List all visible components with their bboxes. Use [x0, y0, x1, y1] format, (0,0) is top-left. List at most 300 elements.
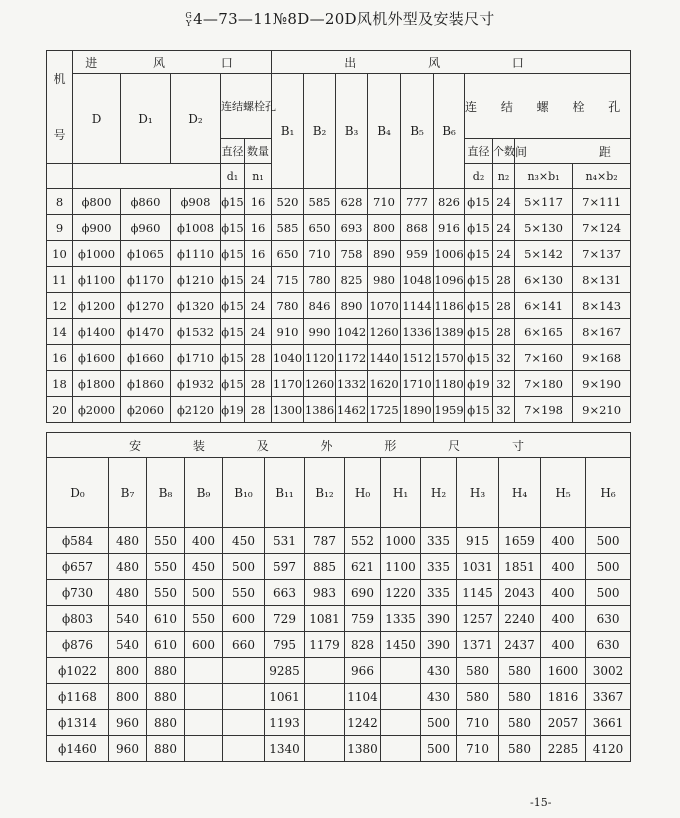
table-cell: 335 [421, 580, 457, 606]
table-cell: 990 [304, 319, 336, 345]
table-cell: 28 [493, 267, 515, 293]
table-cell: 11 [47, 267, 73, 293]
table-cell: 430 [421, 658, 457, 684]
table-cell: 450 [223, 528, 265, 554]
table-cell [223, 736, 265, 762]
table-cell: 1100 [381, 554, 421, 580]
table-cell: ϕ15 [465, 267, 493, 293]
column-header: H₁ [381, 458, 421, 528]
table-cell: 1710 [401, 371, 434, 397]
table-cell: 650 [304, 215, 336, 241]
table-cell: 16 [245, 241, 272, 267]
table-cell: 580 [499, 736, 541, 762]
table-cell: 390 [421, 606, 457, 632]
table-cell: 758 [336, 241, 368, 267]
table-row [47, 397, 631, 423]
table-row [47, 710, 631, 736]
table-cell: 777 [401, 189, 434, 215]
column-header: B₉ [185, 458, 223, 528]
table-cell: ϕ15 [221, 319, 245, 345]
table-cell: 28 [493, 293, 515, 319]
table-cell: 663 [265, 580, 305, 606]
table-cell: 3661 [586, 710, 631, 736]
table-cell: 580 [499, 684, 541, 710]
table-cell: ϕ908 [171, 189, 221, 215]
table-cell: 540 [109, 632, 147, 658]
table-row [47, 606, 631, 632]
table-cell: 7×124 [573, 215, 631, 241]
page-title [0, 8, 680, 29]
table-cell: 795 [265, 632, 305, 658]
table-cell: ϕ15 [465, 189, 493, 215]
table-cell: 983 [305, 580, 345, 606]
machine-header: 机 号 [47, 51, 73, 164]
table-cell: 6×141 [515, 293, 573, 319]
table-cell: 550 [185, 606, 223, 632]
table-cell: 800 [368, 215, 401, 241]
col-B1: B₁ [272, 74, 304, 189]
table-cell: 7×180 [515, 371, 573, 397]
table-cell: 910 [272, 319, 304, 345]
column-header: B₁₁ [265, 458, 305, 528]
table-cell: 1620 [368, 371, 401, 397]
table-cell: 1462 [336, 397, 368, 423]
col-B4: B₄ [368, 74, 401, 189]
table-cell: 690 [345, 580, 381, 606]
table-cell: 1040 [272, 345, 304, 371]
table-cell: ϕ1800 [73, 371, 121, 397]
table-cell: ϕ15 [465, 241, 493, 267]
table-cell: ϕ1022 [47, 658, 109, 684]
column-header: D₀ [47, 458, 109, 528]
table-cell: ϕ1270 [121, 293, 171, 319]
table-cell [305, 710, 345, 736]
table-cell: 24 [493, 189, 515, 215]
table-cell: 916 [434, 215, 465, 241]
table-cell: 28 [245, 397, 272, 423]
table-cell: 6×165 [515, 319, 573, 345]
column-header: H₂ [421, 458, 457, 528]
table-cell: 8×143 [573, 293, 631, 319]
table-cell: 880 [147, 736, 185, 762]
table-cell: ϕ15 [221, 189, 245, 215]
table-cell: 580 [457, 684, 499, 710]
table-cell: 1048 [401, 267, 434, 293]
table-row [47, 658, 631, 684]
table-cell: 880 [147, 684, 185, 710]
col-B2: B₂ [304, 74, 336, 189]
table-cell [381, 710, 421, 736]
table-cell: ϕ860 [121, 189, 171, 215]
column-header: H₆ [586, 458, 631, 528]
table-cell: 915 [457, 528, 499, 554]
table-cell: 597 [265, 554, 305, 580]
table-cell: 9×210 [573, 397, 631, 423]
table-cell [185, 658, 223, 684]
table-cell: 28 [245, 371, 272, 397]
table-cell: ϕ1065 [121, 241, 171, 267]
outlet-count-label: 个数 [493, 139, 515, 164]
table-cell: 1144 [401, 293, 434, 319]
table-cell: 24 [493, 215, 515, 241]
col-n3b1: n₃×b₁ [515, 164, 573, 189]
table-cell: 710 [368, 189, 401, 215]
table-row [47, 528, 631, 554]
table-cell: 1260 [368, 319, 401, 345]
table-cell: 1179 [305, 632, 345, 658]
table-cell [185, 736, 223, 762]
table-cell: 2240 [499, 606, 541, 632]
table-cell: ϕ19 [221, 397, 245, 423]
table-cell: 400 [541, 606, 586, 632]
table-row [47, 554, 631, 580]
table-row [47, 345, 631, 371]
table-cell: 1120 [304, 345, 336, 371]
table-cell: 868 [401, 215, 434, 241]
table-cell: ϕ1210 [171, 267, 221, 293]
table-cell: 20 [47, 397, 73, 423]
table-cell: 825 [336, 267, 368, 293]
table-cell: 335 [421, 554, 457, 580]
table-cell: 24 [493, 241, 515, 267]
col-d2: d₂ [465, 164, 493, 189]
table-cell: 959 [401, 241, 434, 267]
table-cell: ϕ800 [73, 189, 121, 215]
table-cell: 1386 [304, 397, 336, 423]
table-cell [381, 684, 421, 710]
table-cell: 10 [47, 241, 73, 267]
table-cell [223, 684, 265, 710]
page-number: -15- [530, 796, 552, 809]
table-cell: ϕ730 [47, 580, 109, 606]
table-cell: 800 [109, 684, 147, 710]
table-cell: 1440 [368, 345, 401, 371]
table-cell [381, 736, 421, 762]
table-cell [381, 658, 421, 684]
table-cell: 1725 [368, 397, 401, 423]
table-cell: 1042 [336, 319, 368, 345]
table-cell: 1300 [272, 397, 304, 423]
table-cell: 400 [541, 528, 586, 554]
title-text: 4—73—11№8D—20D风机外型及安装尺寸 [193, 10, 495, 28]
table-cell: 828 [345, 632, 381, 658]
table-cell: 630 [586, 606, 631, 632]
table-cell: 628 [336, 189, 368, 215]
table-cell: 1145 [457, 580, 499, 606]
table-cell: 480 [109, 528, 147, 554]
table-cell: ϕ15 [465, 345, 493, 371]
installation-header: 安 装 及 外 形 尺 寸 [47, 433, 631, 458]
col-B5: B₅ [401, 74, 434, 189]
inlet-outlet-table [46, 50, 645, 423]
table-cell: 1070 [368, 293, 401, 319]
table-cell: 32 [493, 397, 515, 423]
table-cell: ϕ1100 [73, 267, 121, 293]
table-cell: 729 [265, 606, 305, 632]
table-cell: 7×198 [515, 397, 573, 423]
table-cell: ϕ2000 [73, 397, 121, 423]
table-row [47, 293, 631, 319]
outlet-bolt-header: 连 结 螺 栓 孔 [465, 74, 631, 139]
table-cell: 7×137 [573, 241, 631, 267]
table-cell: 531 [265, 528, 305, 554]
table-cell [305, 658, 345, 684]
table-cell: 1332 [336, 371, 368, 397]
table-cell: 480 [109, 554, 147, 580]
table-cell: 2043 [499, 580, 541, 606]
table-cell: 610 [147, 606, 185, 632]
table-cell: 1193 [265, 710, 305, 736]
table-cell: 1371 [457, 632, 499, 658]
table-cell: 580 [499, 710, 541, 736]
table-cell: 4120 [586, 736, 631, 762]
table-cell: 16 [245, 215, 272, 241]
table-cell: 9285 [265, 658, 305, 684]
table-cell: 960 [109, 736, 147, 762]
table-row [47, 319, 631, 345]
table-cell: 5×142 [515, 241, 573, 267]
table-cell: ϕ15 [465, 293, 493, 319]
table-cell: ϕ15 [221, 371, 245, 397]
table-cell: ϕ15 [465, 319, 493, 345]
table-cell: 880 [147, 710, 185, 736]
table-cell: ϕ1600 [73, 345, 121, 371]
table-cell: 1380 [345, 736, 381, 762]
table-cell: 1061 [265, 684, 305, 710]
table-cell: ϕ15 [221, 215, 245, 241]
table-cell: 550 [147, 580, 185, 606]
table-cell: 500 [586, 580, 631, 606]
table-cell: ϕ1168 [47, 684, 109, 710]
table-cell: 24 [245, 319, 272, 345]
table-row [47, 580, 631, 606]
table-cell: 400 [185, 528, 223, 554]
inlet-header: 进 风 口 [73, 51, 272, 74]
table-cell: 580 [457, 658, 499, 684]
table-cell: 1031 [457, 554, 499, 580]
table-cell: 1220 [381, 580, 421, 606]
table-cell: 400 [541, 554, 586, 580]
table-cell: 400 [541, 632, 586, 658]
outlet-diameter-label: 直径 [465, 139, 493, 164]
table-cell: 14 [47, 319, 73, 345]
col-D: D [73, 74, 121, 164]
table-cell: 1335 [381, 606, 421, 632]
table-cell: ϕ15 [221, 267, 245, 293]
table-cell: 621 [345, 554, 381, 580]
col-n4b2: n₄×b₂ [573, 164, 631, 189]
table-cell: 550 [147, 554, 185, 580]
table-cell: 550 [147, 528, 185, 554]
table-cell: 18 [47, 371, 73, 397]
table-cell: 780 [304, 267, 336, 293]
table-cell: 32 [493, 345, 515, 371]
machine-header-spacer [47, 164, 73, 189]
table-cell: 335 [421, 528, 457, 554]
table-cell: ϕ1320 [171, 293, 221, 319]
table-cell: ϕ1314 [47, 710, 109, 736]
table-cell: ϕ15 [221, 345, 245, 371]
table-row [47, 371, 631, 397]
column-header: B₁₀ [223, 458, 265, 528]
table-cell: 660 [223, 632, 265, 658]
table-cell: 980 [368, 267, 401, 293]
table-cell: ϕ960 [121, 215, 171, 241]
table-cell: 520 [272, 189, 304, 215]
table-cell: 885 [305, 554, 345, 580]
table-cell: 710 [457, 710, 499, 736]
table-cell: 9×190 [573, 371, 631, 397]
table-cell: 846 [304, 293, 336, 319]
table-cell: 1570 [434, 345, 465, 371]
table-cell: ϕ1200 [73, 293, 121, 319]
table-cell: ϕ1932 [171, 371, 221, 397]
table-cell: 600 [185, 632, 223, 658]
table-row [47, 684, 631, 710]
table-cell: 550 [223, 580, 265, 606]
table-row [47, 632, 631, 658]
table-cell: ϕ15 [465, 215, 493, 241]
table-cell: ϕ1170 [121, 267, 171, 293]
table-cell [185, 710, 223, 736]
table-cell: 600 [223, 606, 265, 632]
table-cell: 540 [109, 606, 147, 632]
column-header: B₈ [147, 458, 185, 528]
table-cell: 1104 [345, 684, 381, 710]
table-cell: 826 [434, 189, 465, 215]
table-cell [223, 710, 265, 736]
table-cell: 8×167 [573, 319, 631, 345]
table-cell: 450 [185, 554, 223, 580]
table-cell: 585 [304, 189, 336, 215]
table-cell: ϕ657 [47, 554, 109, 580]
table-cell: ϕ1710 [171, 345, 221, 371]
table-cell: ϕ584 [47, 528, 109, 554]
table-cell: 1336 [401, 319, 434, 345]
table-cell: 7×111 [573, 189, 631, 215]
table-cell: ϕ15 [221, 241, 245, 267]
table-row [47, 267, 631, 293]
column-header: H₄ [499, 458, 541, 528]
table-cell: 1260 [304, 371, 336, 397]
table-cell: 5×130 [515, 215, 573, 241]
table-cell: 8 [47, 189, 73, 215]
inlet-bolt-header: 连结螺栓孔 [221, 74, 272, 139]
table-cell: 28 [493, 319, 515, 345]
table-cell: 1081 [305, 606, 345, 632]
table-cell: 12 [47, 293, 73, 319]
table-cell: 430 [421, 684, 457, 710]
table-cell: 9 [47, 215, 73, 241]
inlet-diameter-label: 直径 [221, 139, 245, 164]
table-cell: 759 [345, 606, 381, 632]
table-cell: 28 [245, 345, 272, 371]
table-cell: 5×117 [515, 189, 573, 215]
table-cell: 390 [421, 632, 457, 658]
col-B3: B₃ [336, 74, 368, 189]
table-cell: 1186 [434, 293, 465, 319]
col-d1: d₁ [221, 164, 245, 189]
table-cell: 1170 [272, 371, 304, 397]
table-cell: 1096 [434, 267, 465, 293]
table-cell: 3367 [586, 684, 631, 710]
table-cell: 400 [541, 580, 586, 606]
col-n2: n₂ [493, 164, 515, 189]
table-cell: 1600 [541, 658, 586, 684]
table-cell: 966 [345, 658, 381, 684]
table-cell: 780 [272, 293, 304, 319]
table-cell: 500 [586, 528, 631, 554]
table-cell: 500 [223, 554, 265, 580]
table-cell: 610 [147, 632, 185, 658]
table-cell: ϕ1660 [121, 345, 171, 371]
table-cell: ϕ1460 [47, 736, 109, 762]
table-row [47, 189, 631, 215]
inlet-count-label: 数量 [245, 139, 272, 164]
table-cell: 24 [245, 293, 272, 319]
column-header: B₁₂ [305, 458, 345, 528]
installation-body [47, 528, 631, 762]
table-cell: ϕ803 [47, 606, 109, 632]
table-cell: 2285 [541, 736, 586, 762]
table-cell: 1242 [345, 710, 381, 736]
table-cell: 2057 [541, 710, 586, 736]
table-cell: 1257 [457, 606, 499, 632]
table-cell: 2437 [499, 632, 541, 658]
title-fraction: G Y [185, 11, 193, 28]
table-cell: ϕ15 [221, 293, 245, 319]
table-cell: 1340 [265, 736, 305, 762]
installation-col-headers [47, 458, 631, 528]
table-cell: 24 [245, 267, 272, 293]
table-cell: 7×160 [515, 345, 573, 371]
table-cell: 1180 [434, 371, 465, 397]
table-cell: 650 [272, 241, 304, 267]
table-row [47, 241, 631, 267]
table-cell: ϕ1400 [73, 319, 121, 345]
table-cell: 1512 [401, 345, 434, 371]
table-cell: 9×168 [573, 345, 631, 371]
table-cell: 880 [147, 658, 185, 684]
table-cell: 500 [586, 554, 631, 580]
column-header: H₀ [345, 458, 381, 528]
dia-spacer [73, 164, 221, 189]
table-cell: ϕ1860 [121, 371, 171, 397]
col-D2: D₂ [171, 74, 221, 164]
table-cell: 552 [345, 528, 381, 554]
col-B6: B₆ [434, 74, 465, 189]
table-cell: 16 [245, 189, 272, 215]
column-header: H₅ [541, 458, 586, 528]
table-cell: 580 [499, 658, 541, 684]
table-cell: ϕ1470 [121, 319, 171, 345]
table-cell: 1450 [381, 632, 421, 658]
table-cell: 800 [109, 658, 147, 684]
table-cell: 710 [457, 736, 499, 762]
col-n1: n₁ [245, 164, 272, 189]
table-cell: 8×131 [573, 267, 631, 293]
table-cell: ϕ15 [465, 397, 493, 423]
column-header: B₇ [109, 458, 147, 528]
installation-table [46, 432, 631, 762]
table-cell: ϕ1110 [171, 241, 221, 267]
table-cell: ϕ1008 [171, 215, 221, 241]
table-cell: 1000 [381, 528, 421, 554]
table-cell: 585 [272, 215, 304, 241]
table-cell: 1890 [401, 397, 434, 423]
table-cell: ϕ19 [465, 371, 493, 397]
table-cell: 1959 [434, 397, 465, 423]
